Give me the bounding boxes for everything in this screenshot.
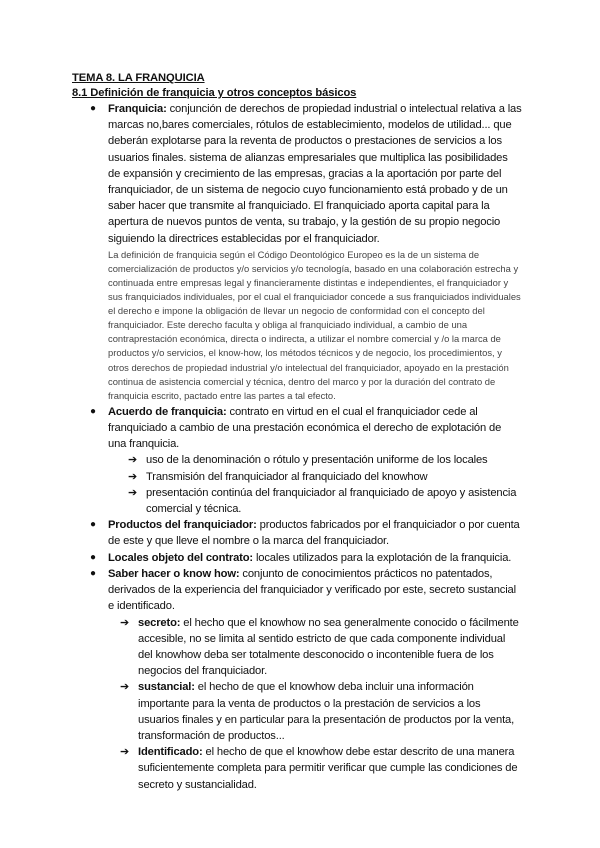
definition-secreto: el hecho que el knowhow no sea generalmente conocido o fácilmente accesible, no se limita al sentido estricto de que cada componente individual del knowhow deba ser totalmente desconocido o incontenible fuera de los negocios del franquiciador. (138, 616, 519, 678)
sub-item (128, 485, 522, 517)
bullet-icon: ● (90, 405, 96, 417)
sub-item-identificado (120, 744, 522, 793)
bullet-icon: ● (90, 103, 96, 114)
definition-locales: locales utilizados para la explotación de la franquicia. (253, 551, 512, 564)
term-acuerdo: Acuerdo de franquicia: (108, 405, 227, 418)
list-item-franquicia (90, 101, 522, 403)
arrow-icon: ➔ (128, 470, 138, 483)
term-secreto: secreto: (138, 616, 181, 629)
term-sustancial: sustancial: (138, 681, 195, 694)
arrow-icon: ➔ (120, 681, 130, 694)
section-heading: 8.1 Definición de franquicia y otros conceptos básicos (72, 87, 357, 99)
sub-item (128, 452, 522, 468)
arrow-icon: ➔ (128, 486, 138, 499)
sub-item-sustancial (120, 679, 522, 744)
arrow-icon: ➔ (128, 454, 138, 467)
list-item-saber-hacer (90, 566, 522, 793)
term-franquicia: Franquicia: (108, 103, 167, 115)
deontological-code-quote: La definición de franquicia según el Código Deontológico Europeo es la de un sistema de comercialización de productos y/o servicios y/o tecnología, basado en una colaboración estrecha y continuada entre empresas legal y financieramente distintas e independientes, el franquiciador y sus franquiciados individuales, por el cual el franquiciador concede a sus franquiciados individuales el derecho e impone la obligación de llevar un negocio de conformidad con el concepto del franquiciador. Este derecho faculta y obliga al franquiciado individual, a cambio de una contraprestación económica, directa o indirecta, a utilizar el nombre comercial y /o la marca de productos y/o servicios, el know-how, los métodos técnicos y de negocio, los procedimientos, y otros derechos de propiedad industrial y/o intelectual del franquiciador, apoyado en la prestación continua de asistencia comercial y técnica, dentro del marco y por la duración del contrato de franquicia escrito, pactado entre las partes a tal efecto. (108, 248, 521, 401)
definition-productos: productos fabricados por el franquiciador o por cuenta de este y que lleve el nombre o la marca del franquiciador. (108, 519, 520, 548)
list-item-productos (90, 517, 522, 549)
sub-item-secreto (120, 615, 522, 680)
bullet-icon: ● (90, 519, 96, 531)
sub-item-text: Transmisión del franquiciador al franquiciado del knowhow (146, 470, 428, 483)
sub-item (128, 469, 522, 485)
arrow-icon: ➔ (120, 616, 130, 629)
list-item-locales (90, 550, 522, 566)
sub-item-text: presentación continúa del franquiciador al franquiciado de apoyo y asistencia comercial y técnica. (146, 486, 517, 516)
bullet-icon: ● (90, 551, 96, 563)
definition-franquicia: conjunción de derechos de propiedad industrial o intelectual relativa a las marcas no,bares comerciales, rótulos de establecimiento, modelos de utilidad... que deberán explotarse para la reventa de productos o prestaciones de servicios a los usuarios finales. sistema de alianzas empresariales que multiplica las posibilidades de expansión y crecimiento de las empresas, gracias a la aportación por parte del franquiciador, de un sistema de negocio cuyo funcionamiento está probado y de un saber hacer que transmite al franquiciado. El franquiciado aporta capital para la apertura de nuevos puntos de venta, su trabajo, y la gestión de su propio negocio siguiendo la directrices establecidas por el franquiciador. (108, 103, 522, 245)
arrow-icon: ➔ (120, 746, 130, 759)
bullet-icon: ● (90, 567, 96, 579)
term-saber-hacer: Saber hacer o know how: (108, 567, 240, 580)
doc-title: TEMA 8. LA FRANQUICIA (72, 72, 205, 84)
definitions-list (90, 101, 522, 793)
definition-acuerdo: contrato en virtud en el cual el franquiciador cede al franquiciado a cambio de una prestación económica el derecho de explotación de una franquicia. (108, 405, 502, 451)
definition-sustancial: el hecho de que el knowhow deba incluir una información importante para la venta de productos o la prestación de servicios a los usuarios finales y en particular para la presentación de productos por la venta, transformación de productos... (138, 681, 515, 742)
term-locales: Locales objeto del contrato: (108, 551, 253, 564)
sub-item-text: uso de la denominación o rótulo y presentación uniforme de los locales (146, 454, 488, 467)
definition-identificado: el hecho de que el knowhow debe estar descrito de una manera suficientemente completa para permitir verificar que cumple las condiciones de secreto y sustancialidad. (138, 746, 518, 791)
term-identificado: Identificado: (138, 746, 203, 759)
definition-saber-hacer: conjunto de conocimientos prácticos no patentados, derivados de la experiencia del franquiciador y verificado por este, secreto sustancial e identificado. (108, 567, 516, 613)
list-item-acuerdo (90, 404, 522, 517)
term-productos: Productos del franquiciador: (108, 519, 257, 532)
